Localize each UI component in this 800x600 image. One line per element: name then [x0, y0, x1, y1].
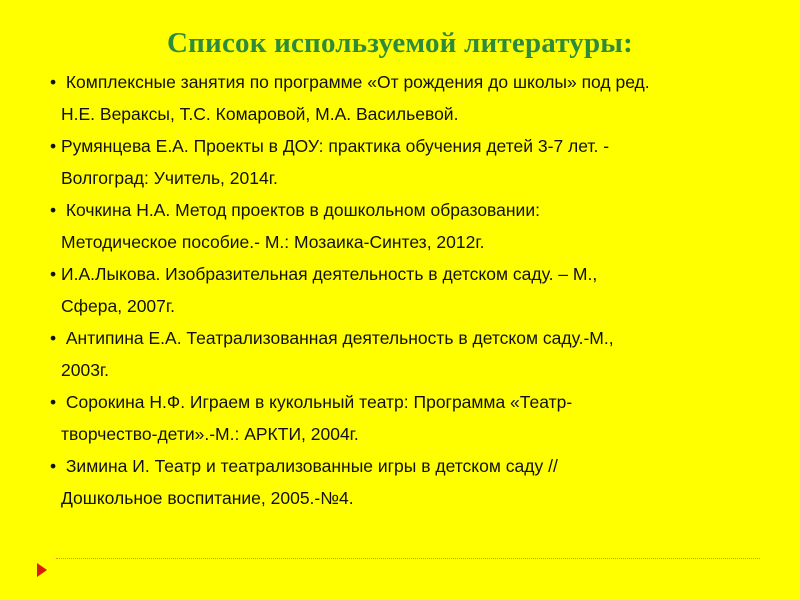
reference-line: Кочкина Н.А. Метод проектов в дошкольном образовании: — [61, 200, 540, 220]
bullet: • — [50, 264, 57, 284]
reference-text — [61, 386, 770, 450]
reference-line: Зимина И. Театр и театрализованные игры в детском саду // — [61, 456, 558, 476]
reference-item — [50, 386, 770, 450]
reference-line: Сфера, 2007г. — [61, 296, 175, 316]
footer-divider — [56, 558, 760, 559]
reference-item — [50, 194, 770, 258]
reference-text — [61, 66, 770, 130]
bullet: • — [50, 328, 57, 348]
reference-line: Методическое пособие.- М.: Мозаика-Синтез, 2012г. — [61, 232, 485, 252]
reference-line: Румянцева Е.А. Проекты в ДОУ: практика обучения детей 3-7 лет. - — [61, 136, 610, 156]
reference-text — [61, 450, 770, 514]
bullet: • — [50, 136, 57, 156]
reference-item — [50, 322, 770, 386]
bullet: • — [50, 392, 57, 412]
reference-text — [61, 258, 770, 322]
reference-text — [61, 130, 770, 194]
bullet: • — [50, 456, 57, 476]
reference-item — [50, 66, 770, 130]
reference-text — [61, 194, 770, 258]
reference-line: Волгоград: Учитель, 2014г. — [61, 168, 278, 188]
reference-text — [61, 322, 770, 386]
bullet: • — [50, 72, 57, 92]
reference-line: 2003г. — [61, 360, 110, 380]
reference-line: творчество-дети».-М.: АРКТИ, 2004г. — [61, 424, 359, 444]
reference-line: Н.Е. Вераксы, Т.С. Комаровой, М.А. Васильевой. — [61, 104, 459, 124]
reference-line: И.А.Лыкова. Изобразительная деятельность в детском саду. – М., — [61, 264, 598, 284]
reference-item — [50, 450, 770, 514]
reference-line: Сорокина Н.Ф. Играем в кукольный театр: Программа «Театр- — [61, 392, 573, 412]
reference-line: Антипина Е.А. Театрализованная деятельность в детском саду.-М., — [61, 328, 614, 348]
slide-title: Список используемой литературы: — [166, 27, 634, 59]
arrow-right-icon — [37, 563, 47, 577]
reference-list — [50, 66, 770, 514]
reference-line: Дошкольное воспитание, 2005.-№4. — [61, 488, 354, 508]
reference-item — [50, 258, 770, 322]
bullet: • — [50, 200, 57, 220]
reference-line: Комплексные занятия по программе «От рождения до школы» под ред. — [61, 72, 650, 92]
reference-item — [50, 130, 770, 194]
